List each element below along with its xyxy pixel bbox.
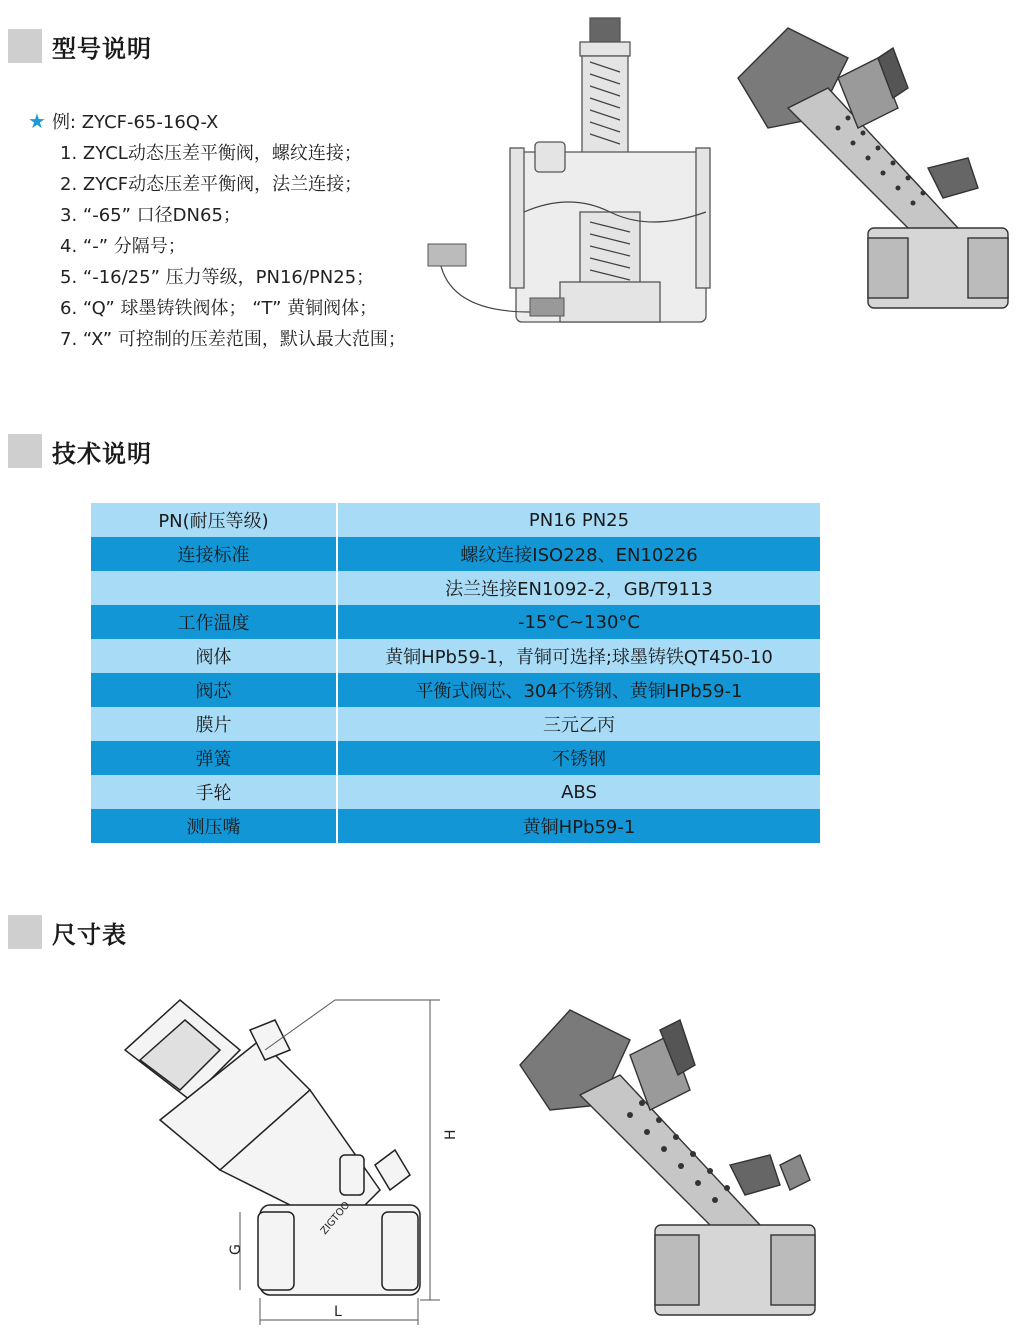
valve-dimension-drawing bbox=[110, 990, 480, 1330]
table-row bbox=[91, 639, 821, 673]
table-row bbox=[91, 809, 821, 843]
model-item: 6. “Q” 球墨铸铁阀体； “T” 黄铜阀体； bbox=[60, 298, 378, 319]
spec-value: 平衡式阀芯、304不锈钢、黄铜HPb59-1 bbox=[337, 673, 821, 707]
section-header-size bbox=[8, 914, 127, 950]
model-description bbox=[28, 106, 406, 355]
table-row bbox=[91, 537, 821, 571]
brand-mark: ZIGTOO bbox=[318, 1199, 353, 1237]
spec-label: 手轮 bbox=[91, 775, 337, 809]
model-item: 2. ZYCF动态压差平衡阀，法兰连接； bbox=[60, 174, 363, 195]
section-header-tech bbox=[8, 433, 152, 469]
table-row bbox=[91, 741, 821, 775]
section-header-model bbox=[8, 28, 152, 64]
model-item: 7. “X” 可控制的压差范围，默认最大范围； bbox=[60, 329, 406, 350]
table-row bbox=[91, 775, 821, 809]
model-item: 3. “-65” 口径DN65； bbox=[60, 205, 241, 226]
table-row bbox=[91, 503, 821, 537]
table-row bbox=[91, 605, 821, 639]
section-title: 型号说明 bbox=[52, 34, 152, 63]
section-marker bbox=[8, 915, 42, 949]
model-example: ★ 例: ZYCF-65-16Q-X bbox=[28, 109, 219, 133]
table-row bbox=[91, 707, 821, 741]
spec-label: 阀体 bbox=[91, 639, 337, 673]
spec-value: -15°C~130°C bbox=[337, 605, 821, 639]
spec-label: 连接标准 bbox=[91, 537, 337, 571]
dimension-h-label: H bbox=[443, 1129, 459, 1140]
dimension-l-label: L bbox=[334, 1304, 342, 1320]
model-item: 5. “-16/25” 压力等级，PN16/PN25； bbox=[60, 267, 375, 288]
flanged-valve-section-drawing bbox=[420, 12, 730, 332]
table-row bbox=[91, 673, 821, 707]
section-title: 尺寸表 bbox=[52, 920, 127, 949]
spec-table bbox=[91, 503, 822, 843]
model-item: 1. ZYCL动态压差平衡阀，螺纹连接； bbox=[60, 143, 362, 164]
section-title: 技术说明 bbox=[52, 439, 152, 468]
spec-value: 螺纹连接ISO228、EN10226 bbox=[337, 537, 821, 571]
valve-section-drawing-large bbox=[510, 995, 830, 1325]
spec-label: 测压嘴 bbox=[91, 809, 337, 843]
spec-value: 三元乙丙 bbox=[337, 707, 821, 741]
spec-value: 黄铜HPb59-1，青铜可选择;球墨铸铁QT450-10 bbox=[337, 639, 821, 673]
dimension-g-label: G bbox=[228, 1244, 244, 1255]
section-marker bbox=[8, 434, 42, 468]
spec-label: 工作温度 bbox=[91, 605, 337, 639]
spec-label: 弹簧 bbox=[91, 741, 337, 775]
section-marker bbox=[8, 29, 42, 63]
spec-value: PN16 PN25 bbox=[337, 503, 821, 537]
spec-value: 不锈钢 bbox=[337, 741, 821, 775]
spec-label bbox=[91, 571, 337, 605]
spec-label: PN(耐压等级) bbox=[91, 503, 337, 537]
spec-value: ABS bbox=[337, 775, 821, 809]
spec-value: 黄铜HPb59-1 bbox=[337, 809, 821, 843]
star-icon: ★ bbox=[28, 109, 46, 133]
threaded-valve-section-drawing bbox=[728, 18, 1018, 318]
table-row bbox=[91, 571, 821, 605]
model-item: 4. “-” 分隔号； bbox=[60, 236, 186, 257]
spec-label: 膜片 bbox=[91, 707, 337, 741]
spec-value: 法兰连接EN1092-2，GB/T9113 bbox=[337, 571, 821, 605]
spec-label: 阀芯 bbox=[91, 673, 337, 707]
